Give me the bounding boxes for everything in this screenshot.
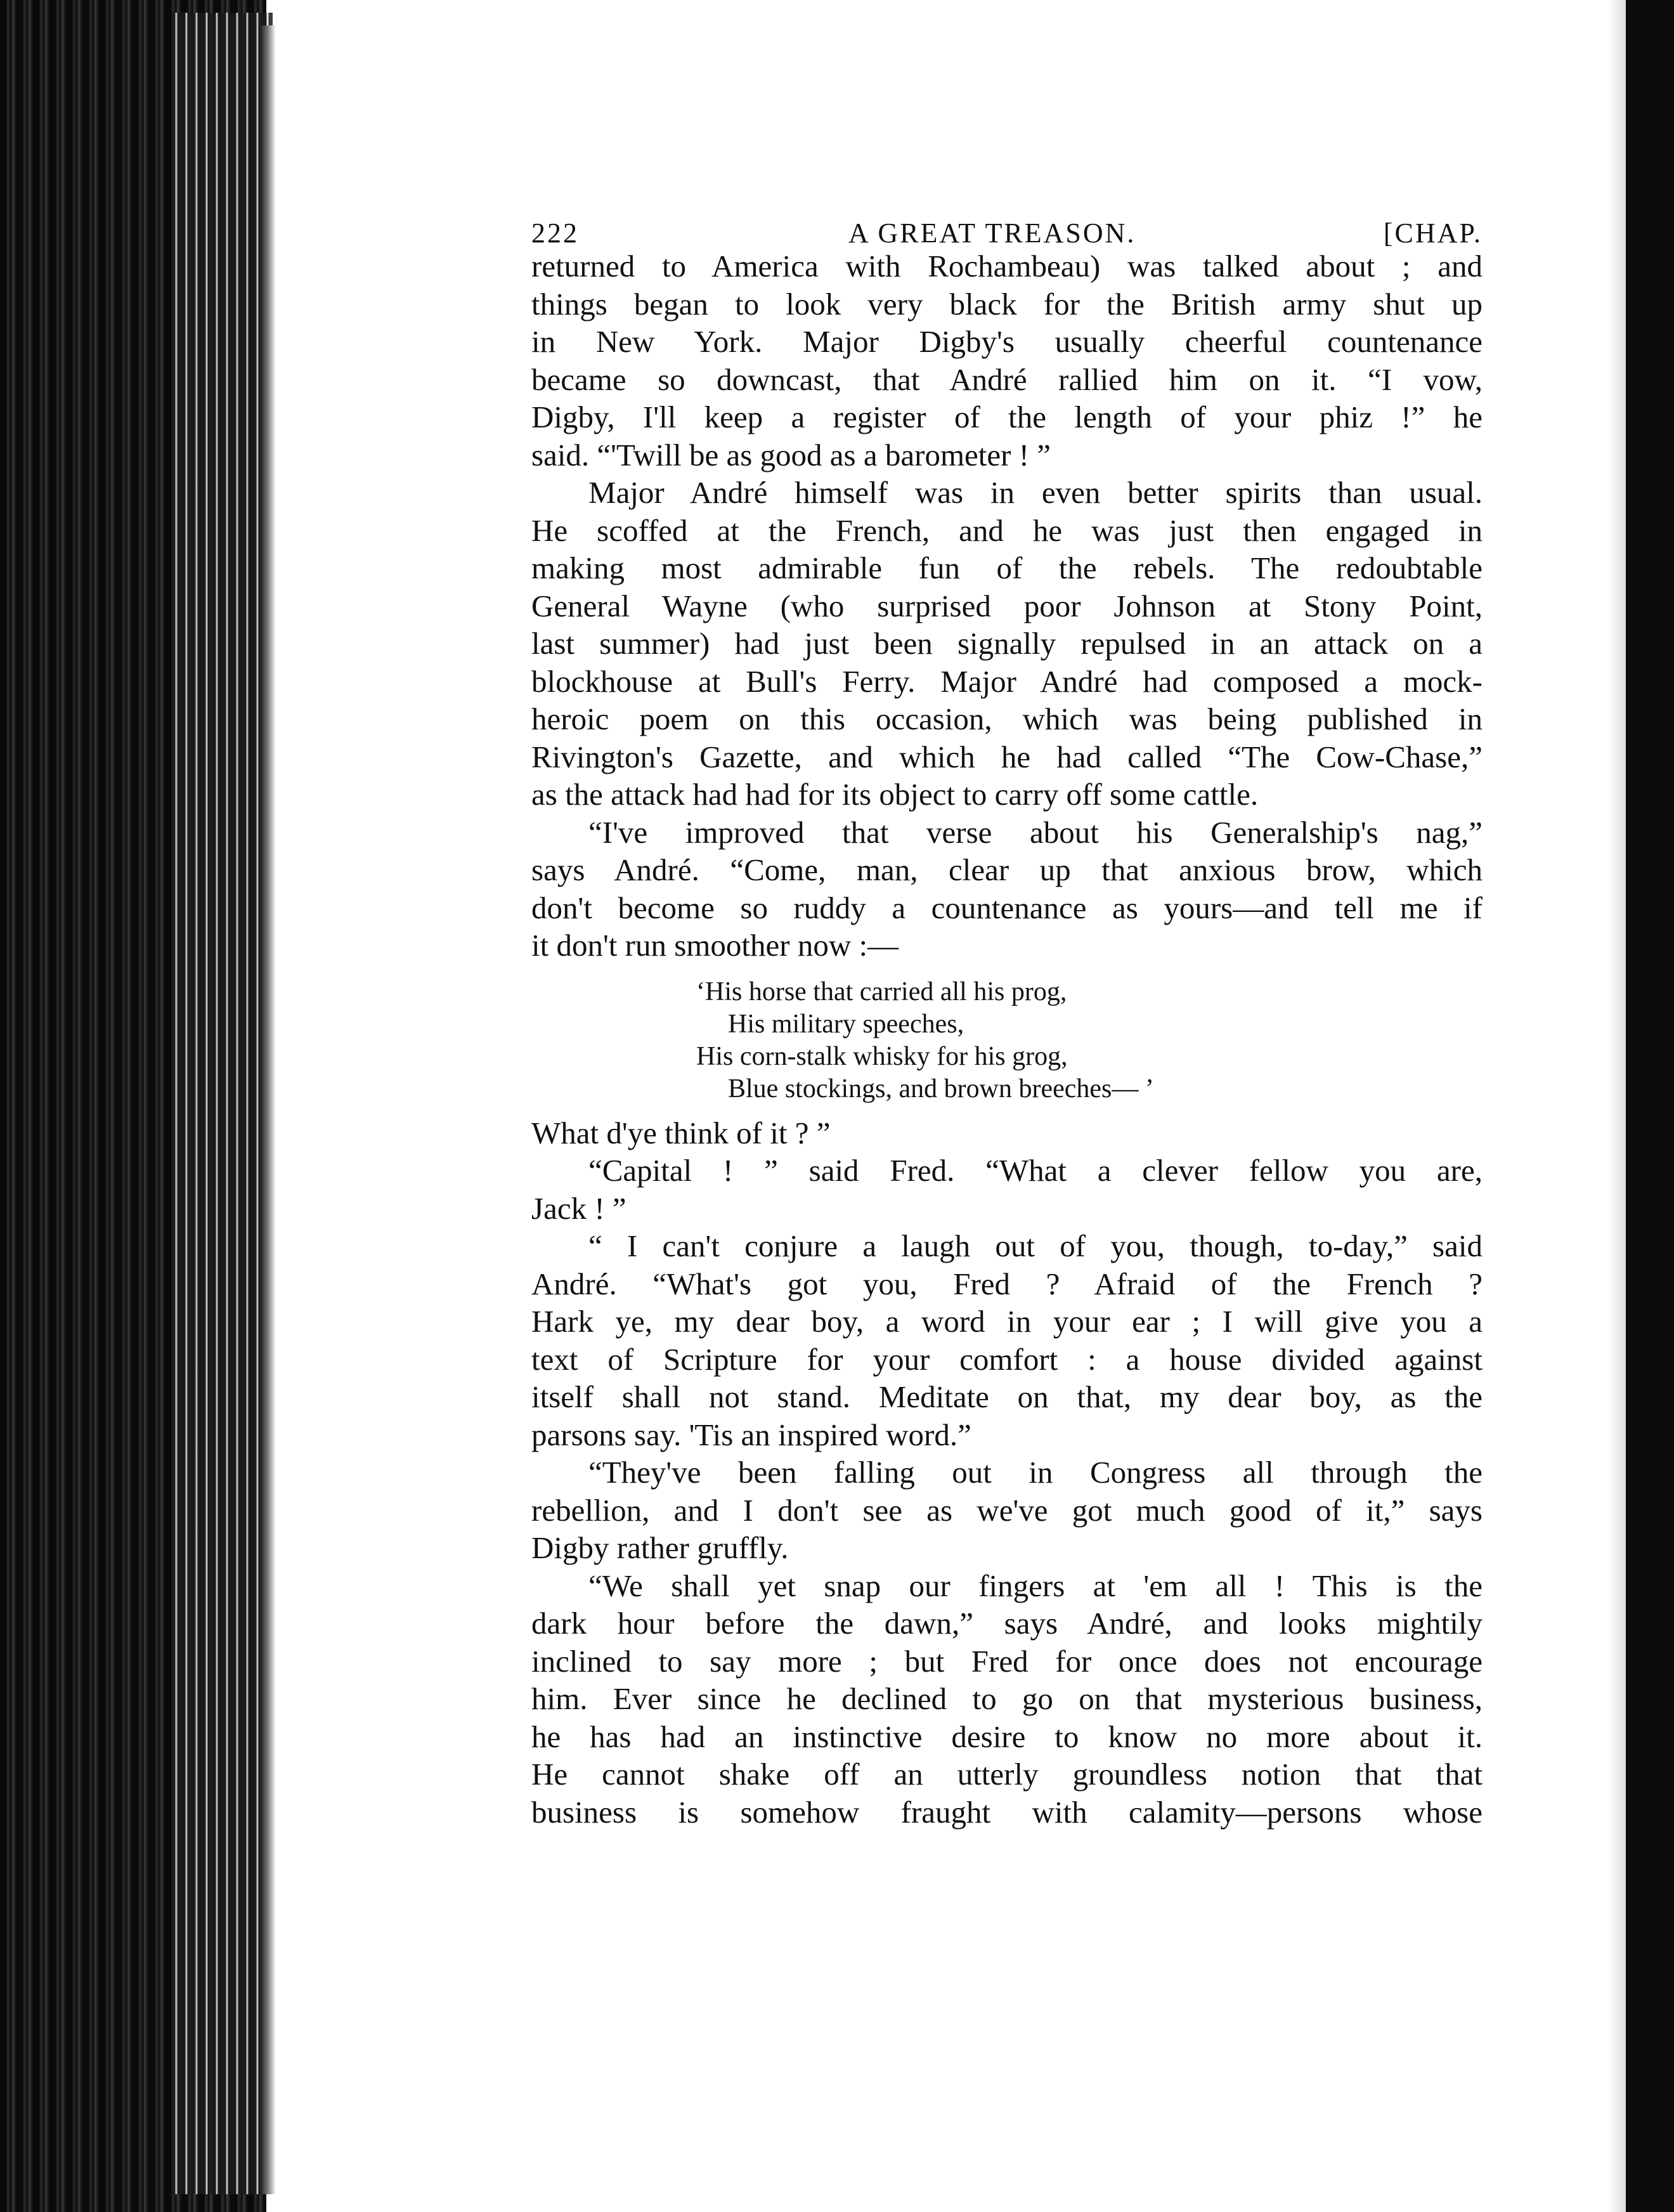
text-line: General Wayne (who surprised poor Johnson at Stony Point, (531, 588, 1483, 623)
text-line: Rivington's Gazette, and which he had called “The Cow-Chase,” (531, 739, 1483, 774)
text-line: don't become so ruddy a countenance as yours—and tell me if (531, 890, 1483, 925)
text-line: “They've been falling out in Congress all through the (588, 1455, 1483, 1490)
text-line: it don't run smoother now :— (531, 928, 899, 963)
text-line: says André. “Come, man, clear up that anxious brow, which (531, 852, 1483, 887)
running-head (531, 203, 1483, 247)
verse-line: Blue stockings, and brown breeches— ’ (728, 1074, 1154, 1103)
text-line: became so downcast, that André rallied him on it. “I vow, (531, 361, 1483, 397)
page-stack-edges (171, 13, 273, 2194)
text-line: Digby, I'll keep a register of the length of your phiz !” he (531, 400, 1483, 434)
text-line: “We shall yet snap our fingers at 'em all ! This is the (588, 1568, 1483, 1603)
text-line: “Capital ! ” said Fred. “What a clever fellow you are, (588, 1153, 1483, 1188)
text-line: parsons say. 'Tis an inspired word.” (531, 1417, 971, 1452)
verse-line: His military speeches, (728, 1009, 964, 1039)
text-line: in New York. Major Digby's usually cheerful countenance (531, 324, 1483, 359)
text-line: heroic poem on this occasion, which was being published in (531, 701, 1483, 736)
text-line: Jack ! ” (531, 1190, 626, 1226)
text-line: He cannot shake off an utterly groundless notion that that (531, 1757, 1483, 1792)
verse-block (696, 976, 1483, 1105)
text-line: things began to look very black for the British army shut up (531, 286, 1483, 322)
text-line: inclined to say more ; but Fred for once does not encourage (531, 1643, 1483, 1679)
text-line: text of Scripture for your comfort : a house divided against (531, 1341, 1483, 1377)
page-gutter (260, 25, 275, 2194)
text-line: returned to America with Rochambeau) was talked about ; and (531, 249, 1483, 283)
text-line: business is somehow fraught with calamity—persons whose (531, 1794, 1483, 1830)
text-line: dark hour before the dawn,” says André, and looks mightily (531, 1606, 1483, 1641)
text-line: André. “What's got you, Fred ? Afraid of the French ? (531, 1266, 1483, 1301)
body-text (531, 247, 1483, 1831)
text-line: said. “'Twill be as good as a barometer ! ” (531, 437, 1051, 472)
book-page (531, 203, 1483, 1831)
right-page-margin (1608, 0, 1626, 2212)
text-line: him. Ever since he declined to go on that mysterious business, (531, 1681, 1483, 1716)
text-line: making most admirable fun of the rebels. The redoubtable (531, 550, 1483, 585)
text-line: rebellion, and I don't see as we've got much good of it,” says (531, 1492, 1483, 1528)
text-line: as the attack had had for its object to carry off some cattle. (531, 777, 1259, 812)
text-line: “I've improved that verse about his Generalship's nag,” (588, 814, 1483, 850)
page-number: 222 (531, 218, 579, 249)
text-line: Hark ye, my dear boy, a word in your ear ; I will give you a (531, 1304, 1483, 1339)
text-line: itself shall not stand. Meditate on that, my dear boy, as the (531, 1379, 1483, 1414)
verse-line: ‘His horse that carried all his prog, (696, 977, 1067, 1006)
text-line: he has had an instinctive desire to know no more about it. (531, 1719, 1483, 1754)
text-line: blockhouse at Bull's Ferry. Major André had composed a mock- (531, 663, 1483, 699)
chapter-mark: [CHAP. (1383, 218, 1483, 249)
next-page-edge (1626, 0, 1674, 2212)
text-line: last summer) had just been signally repulsed in an attack on a (531, 626, 1483, 661)
running-title: A GREAT TREASON. (848, 218, 1136, 249)
text-line: “ I can't conjure a laugh out of you, though, to-day,” said (588, 1228, 1483, 1263)
text-line: Digby rather gruffly. (531, 1530, 789, 1565)
verse-line: His corn-stalk whisky for his grog, (696, 1041, 1068, 1071)
text-line: Major André himself was in even better spirits than usual. (588, 475, 1483, 510)
text-line: He scoffed at the French, and he was just then engaged in (531, 512, 1483, 548)
text-line: What d'ye think of it ? ” (531, 1115, 831, 1150)
